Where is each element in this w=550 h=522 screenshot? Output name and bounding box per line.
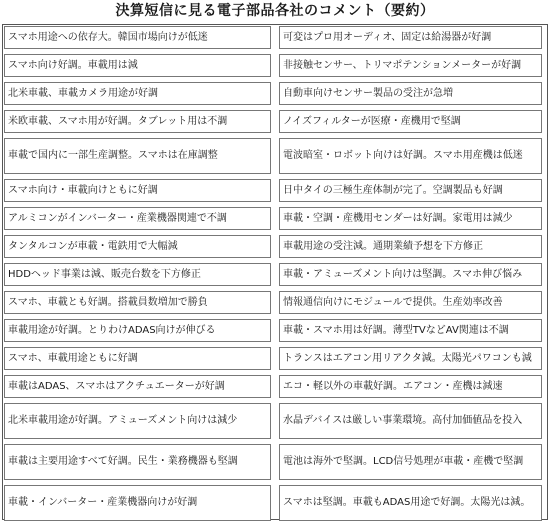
table-cell: スマホ用途への依存大。韓国市場向けが低迷 [4, 26, 271, 49]
table-cell: 車載はADAS、スマホはアクチュエーターが好調 [4, 375, 271, 398]
table-cell: スマホは堅調。車載もADAS用途で好調。太陽光は減。 [279, 485, 542, 521]
table-cell: 日中タイの三極生産体制が完了。空調製品も好調 [279, 179, 542, 202]
table-cell: 非接触センサー、トリマポテンションメーターが好調 [279, 54, 542, 77]
table-cell: スマホ向け好調。車載用は減 [4, 54, 271, 77]
table-cell: ノイズフィルターが医療・産機用で堅調 [279, 110, 542, 133]
table-cell: 車載・空調・産機用センダーは好調。家電用は減少 [279, 207, 542, 230]
table-cell: 北米車載用途が好調。アミューズメント向けは減少 [4, 403, 271, 439]
table-cell: 北米車載、車載カメラ用途が好調 [4, 82, 271, 105]
table-cell: 車載・アミューズメント向けは堅調。スマホ伸び悩み [279, 263, 542, 286]
table-cell: アルミコンがインバーター・産業機器関連で不調 [4, 207, 271, 230]
table-cell: 米欧車載、スマホ用が好調。タブレット用は不調 [4, 110, 271, 133]
table-cell: 車載・インバーター・産業機器向けが好調 [4, 485, 271, 521]
table-cell: 電波暗室・ロボット向けは好調。スマホ用産機は低迷 [279, 138, 542, 174]
comment-table [4, 26, 546, 518]
table-cell: スマホ向け・車載向けともに好調 [4, 179, 271, 202]
table-cell: 車載で国内に一部生産調整。スマホは在庫調整 [4, 138, 271, 174]
table-cell: 可変はプロ用オーディオ、固定は給湯器が好調 [279, 26, 542, 49]
table-cell: 水晶デバイスは厳しい事業環境。高付加価値品を投入 [279, 403, 542, 439]
table-cell: HDDヘッド事業は減、販売台数を下方修正 [4, 263, 271, 286]
table-cell: スマホ、車載用途ともに好調 [4, 347, 271, 370]
table-cell: 車載用途の受注減。通期業績予想を下方修正 [279, 235, 542, 258]
page-title: 決算短信に見る電子部品各社のコメント（要約） [115, 3, 435, 19]
table-cell: エコ・軽以外の車載好調。エアコン・産機は減速 [279, 375, 542, 398]
table-cell: 電池は海外で堅調。LCD信号処理が車載・産機で堅調 [279, 444, 542, 480]
table-cell: 車載は主要用途すべて好調。民生・業務機器も堅調 [4, 444, 271, 480]
table-cell: スマホ、車載とも好調。搭載員数増加で勝負 [4, 291, 271, 314]
table-cell: トランスはエアコン用リアクタ減。太陽光パワコンも減 [279, 347, 542, 370]
table-cell: 情報通信向けにモジュールで提供。生産効率改善 [279, 291, 542, 314]
table-cell: 車載・スマホ用は好調。薄型TVなどAV関連は不調 [279, 319, 542, 342]
table-cell: タンタルコンが車載・電鉄用で大幅減 [4, 235, 271, 258]
table-cell: 車載用途が好調。とりわけADAS向けが伸びる [4, 319, 271, 342]
table-cell: 自動車向けセンサー製品の受注が急増 [279, 82, 542, 105]
